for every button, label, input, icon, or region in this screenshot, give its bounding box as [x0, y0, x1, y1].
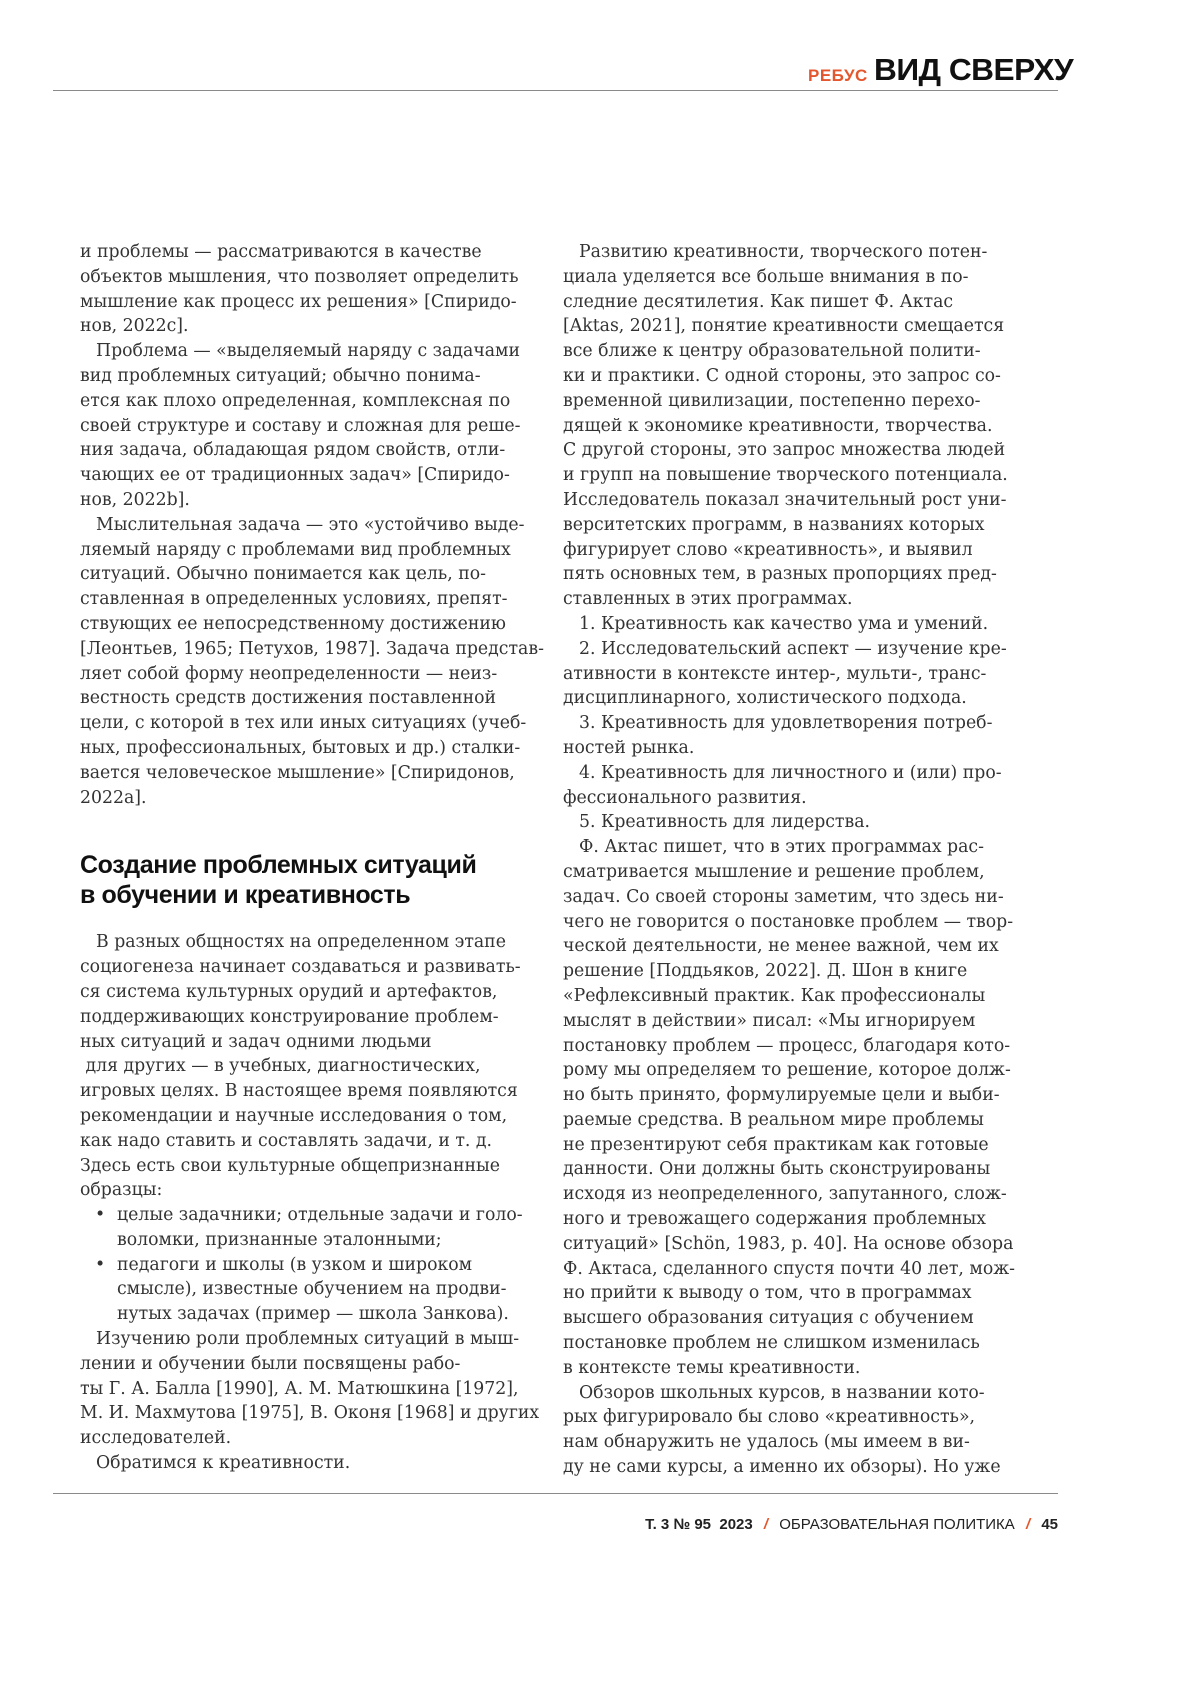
text-line: данности. Они должны быть сконструированы	[563, 1157, 1043, 1182]
text-line: и групп на повышение творческого потенциала.	[563, 463, 1043, 488]
text-line: вид проблемных ситуаций; обычно понима-	[80, 364, 560, 389]
text-line: постановку проблем — процесс, благодаря кото-	[563, 1034, 1043, 1059]
left-column	[80, 240, 560, 1476]
text-line: рому мы определяем то решение, которое долж-	[563, 1058, 1043, 1083]
text-line: М. И. Махмутова [1975], В. Оконя [1968] и других	[80, 1401, 560, 1426]
text-line: рекомендации и научные исследования о том,	[80, 1104, 560, 1129]
text-line: постановке проблем не слишком изменилась	[563, 1331, 1043, 1356]
bullet-icon: •	[95, 1253, 105, 1278]
text-line: исходя из неопределенного, запутанного, слож-	[563, 1182, 1043, 1207]
section-heading	[80, 850, 560, 910]
text-line: пять основных тем, в разных пропорциях пред-	[563, 562, 1043, 587]
text-line: ния задача, обладающая рядом свойств, отли-	[80, 438, 560, 463]
text-line: В разных общностях на определенном этапе	[80, 930, 560, 955]
text-line: ся система культурных орудий и артефактов,	[80, 980, 560, 1005]
text-line: ных ситуаций и задач одними людьми	[80, 1030, 560, 1055]
text-line: ных, профессиональных, бытовых и др.) сталки-	[80, 736, 560, 761]
text-line: Проблема — «выделяемый наряду с задачами	[80, 339, 560, 364]
text-line: но быть принято, формулируемые цели и выби-	[563, 1083, 1043, 1108]
text-line: ляет собой форму неопределенности — неиз-	[80, 662, 560, 687]
separator-slash: /	[764, 1516, 768, 1533]
text-line: вестность средств достижения поставленной	[80, 686, 560, 711]
header-divider	[53, 90, 1058, 91]
paragraph	[563, 637, 1043, 711]
text-line: образцы:	[80, 1178, 560, 1203]
text-line: чего не говорится о постановке проблем — твор-	[563, 910, 1043, 935]
text-line: верситетских программ, в названиях которых	[563, 513, 1043, 538]
text-line: Здесь есть свои культурные общепризнанные	[80, 1154, 560, 1179]
text-line: Исследователь показал значительный рост уни-	[563, 488, 1043, 513]
text-line: поддерживающих конструирование проблем-	[80, 1005, 560, 1030]
paragraph	[563, 240, 1043, 612]
text-line: 4. Креативность для личностного и (или) про-	[563, 761, 1043, 786]
heading-line: Создание проблемных ситуаций	[80, 850, 560, 880]
paragraph	[80, 930, 560, 1203]
text-line: ситуаций» [Schön, 1983, p. 40]. На основе обзора	[563, 1232, 1043, 1257]
text-line: фигурирует слово «креативность», и выявил	[563, 538, 1043, 563]
text-line: ативности в контексте интер-, мульти-, транс-	[563, 662, 1043, 687]
bullet-line	[80, 1302, 560, 1327]
text-line: сматривается мышление и решение проблем,	[563, 860, 1043, 885]
paragraph	[80, 513, 560, 811]
text-line: С другой стороны, это запрос множества людей	[563, 438, 1043, 463]
bullet-item	[80, 1203, 560, 1253]
text-line: раемые средства. В реальном мире проблемы	[563, 1108, 1043, 1133]
rubric-label: РЕБУС	[808, 66, 868, 86]
text-line: нам обнаружить не удалось (мы имеем в ви-	[563, 1430, 1043, 1455]
text-line: задач. Со своей стороны заметим, что здесь ни-	[563, 885, 1043, 910]
text-line: ситуаций. Обычно понимается как цель, по-	[80, 562, 560, 587]
text-line: объектов мышления, что позволяет определить	[80, 265, 560, 290]
text-line: не презентируют себя практикам как готовые	[563, 1133, 1043, 1158]
paragraph	[563, 1381, 1043, 1480]
footer-divider	[53, 1493, 1058, 1494]
paragraph	[563, 835, 1043, 1381]
paragraph	[80, 339, 560, 513]
text-line: социогенеза начинает создаваться и развивать-	[80, 955, 560, 980]
section-title: ВИД СВЕРХУ	[874, 52, 1073, 88]
text-line: ческой деятельности, не менее важной, чем их	[563, 934, 1043, 959]
text-line: игровых целях. В настоящее время появляются	[80, 1079, 560, 1104]
text-line: смысле), известные обучением на продви-	[117, 1279, 506, 1299]
text-line: рых фигурировало бы слово «креативность»,	[563, 1405, 1043, 1430]
paragraph	[563, 810, 1043, 835]
text-line: ляемый наряду с проблемами вид проблемных	[80, 538, 560, 563]
text-line: нов, 2022b].	[80, 488, 560, 513]
text-line: решение [Поддьяков, 2022]. Д. Шон в книге	[563, 959, 1043, 984]
text-line: Ф. Актаса, сделанного спустя почти 40 лет, мож-	[563, 1257, 1043, 1282]
text-line: Ф. Актас пишет, что в этих программах рас-	[563, 835, 1043, 860]
bullet-line	[80, 1228, 560, 1253]
bullet-item	[80, 1253, 560, 1327]
text-line: Мыслительная задача — это «устойчиво выде-	[80, 513, 560, 538]
separator-slash: /	[1026, 1516, 1030, 1533]
text-line: дящей к экономике креативности, творчества.	[563, 414, 1043, 439]
text-line: мышление как процесс их решения» [Спиридо-	[80, 290, 560, 315]
bullet-line	[80, 1253, 560, 1278]
text-line: все ближе к центру образовательной полити-	[563, 339, 1043, 364]
text-line: [Aktas, 2021], понятие креативности смещается	[563, 314, 1043, 339]
text-line: ется как плохо определенная, комплексная по	[80, 389, 560, 414]
text-line: цели, с которой в тех или иных ситуациях (учеб-	[80, 711, 560, 736]
text-line: временной цивилизации, постепенно перехо-	[563, 389, 1043, 414]
text-line: следние десятилетия. Как пишет Ф. Актас	[563, 290, 1043, 315]
bullet-line	[80, 1277, 560, 1302]
text-line: «Рефлексивный практик. Как профессионалы	[563, 984, 1043, 1009]
text-line: ставленная в определенных условиях, препят-	[80, 587, 560, 612]
right-column	[563, 240, 1043, 1480]
text-line: воломки, признанные эталонными;	[117, 1230, 442, 1250]
text-line: ты Г. А. Балла [1990], А. М. Матюшкина [1972],	[80, 1377, 560, 1402]
paragraph	[80, 1327, 560, 1451]
text-line: нов, 2022c].	[80, 314, 560, 339]
text-line: как надо ставить и составлять задачи, и т. д.	[80, 1129, 560, 1154]
heading-line: в обучении и креативность	[80, 880, 560, 910]
text-line: Обзоров школьных курсов, в названии кото-	[563, 1381, 1043, 1406]
year: 2023	[719, 1516, 752, 1533]
text-line: фессионального развития.	[563, 786, 1043, 811]
text-line: и проблемы — рассматриваются в качестве	[80, 240, 560, 265]
page-number: 45	[1041, 1516, 1058, 1533]
text-line: циала уделяется все больше внимания в по-	[563, 265, 1043, 290]
text-line: ного и тревожащего содержания проблемных	[563, 1207, 1043, 1232]
text-line: исследователей.	[80, 1426, 560, 1451]
text-line: ностей рынка.	[563, 736, 1043, 761]
text-line: 1. Креативность как качество ума и умений.	[563, 612, 1043, 637]
text-line: ставленных в этих программах.	[563, 587, 1043, 612]
bullet-line	[80, 1203, 560, 1228]
text-line: дисциплинарного, холистического подхода.	[563, 686, 1043, 711]
text-line: 2022a].	[80, 786, 560, 811]
text-line: 2. Исследовательский аспект — изучение кре-	[563, 637, 1043, 662]
page-footer	[645, 1516, 1058, 1533]
text-line: ствующих ее непосредственному достижению	[80, 612, 560, 637]
bullet-icon: •	[95, 1203, 105, 1228]
text-line: мыслят в действии» писал: «Мы игнорируем	[563, 1009, 1043, 1034]
text-line: вается человеческое мышление» [Спиридонов,	[80, 761, 560, 786]
text-line: 3. Креативность для удовлетворения потреб-	[563, 711, 1043, 736]
text-line: лении и обучении были посвящены рабо-	[80, 1352, 560, 1377]
text-line: высшего образования ситуация с обучением	[563, 1306, 1043, 1331]
text-line: Развитию креативности, творческого потен-	[563, 240, 1043, 265]
paragraph	[563, 761, 1043, 811]
text-line: ки и практики. С одной стороны, это запрос со-	[563, 364, 1043, 389]
paragraph	[563, 711, 1043, 761]
text-line: Обратимся к креативности.	[80, 1451, 560, 1476]
text-line: чающих ее от традиционных задач» [Спиридо-	[80, 463, 560, 488]
paragraph	[80, 240, 560, 339]
text-line: ду не сами курсы, а именно их обзоры). Но уже	[563, 1455, 1043, 1480]
text-line: в контексте темы креативности.	[563, 1356, 1043, 1381]
text-line: педагоги и школы (в узком и широком	[117, 1255, 472, 1275]
text-line: для других — в учебных, диагностических,	[80, 1054, 560, 1079]
volume-issue: Т. 3 № 95	[645, 1516, 711, 1533]
journal-name: ОБРАЗОВАТЕЛЬНАЯ ПОЛИТИКА	[779, 1516, 1015, 1533]
text-line: Изучению роли проблемных ситуаций в мыш-	[80, 1327, 560, 1352]
text-line: целые задачники; отдельные задачи и голо-	[117, 1205, 523, 1225]
text-line: но прийти к выводу о том, что в программах	[563, 1281, 1043, 1306]
text-line: 5. Креативность для лидерства.	[563, 810, 1043, 835]
text-line: [Леонтьев, 1965; Петухов, 1987]. Задача представ-	[80, 637, 560, 662]
text-line: нутых задачах (пример — школа Занкова).	[117, 1304, 509, 1324]
paragraph	[80, 1451, 560, 1476]
paragraph	[563, 612, 1043, 637]
text-line: своей структуре и составу и сложная для реше-	[80, 414, 560, 439]
